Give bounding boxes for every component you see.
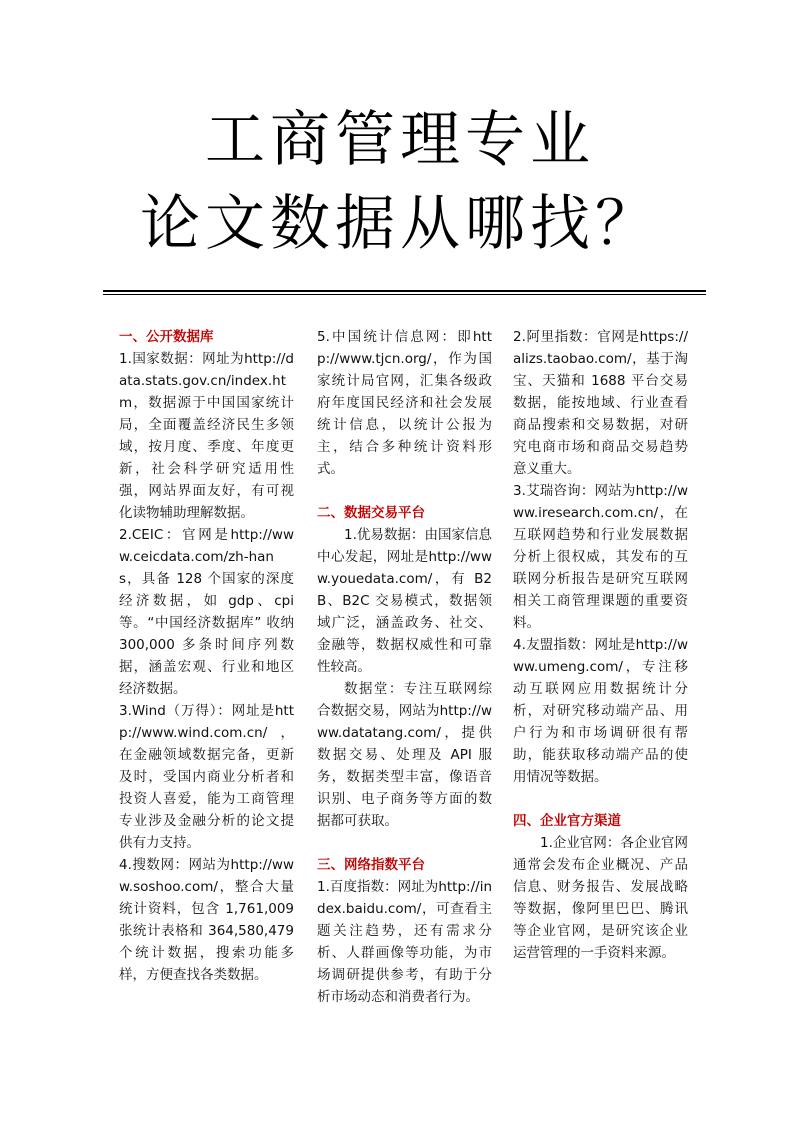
page-title-line-2: 论文数据从哪找？ xyxy=(140,189,660,259)
paragraph-company-website: 1.企业官网：各企业官网通常会发布企业概况、产品信息、财务报告、发展战略等数据，像阿里巴巴、腾讯等企业官网，是研究该企业运营管理的一手资料来源。 xyxy=(513,835,688,961)
column-1 xyxy=(119,326,294,986)
section-heading-public-databases: 一、公开数据库 xyxy=(119,329,214,345)
paragraph-youedata: 1.优易数据：由国家信息中心发起，网址是http://www.youedata.com/，有 B2B、B2C 交易模式，数据领域广泛，涵盖政务、社交、金融等，数据权威性和可靠性较高。 xyxy=(317,527,492,675)
paragraph-baidu-index: 1.百度指数：网址为http://index.baidu.com/，可查看主题关注趋势，还有需求分析、人群画像等功能，为市场调研提供参考，有助于分析市场动态和消费者行为。 xyxy=(317,879,492,1005)
title-divider-thick xyxy=(103,290,706,292)
paragraph-iresearch: 3.艾瑞咨询：网站为http://www.iresearch.com.cn/，在互联网趋势和行业发展数据分析上很权威，其发布的互联网分析报告是研究互联网相关工商管理课题的重要资料。 xyxy=(513,483,688,631)
paragraph-national-data: 1.国家数据：网址为http://data.stats.gov.cn/index.htm，数据源于中国国家统计局，全面覆盖经济民生多领域，按月度、季度、年度更新，社会科学研究适用性强，网站界面友好，有可视化读物辅助理解数据。 xyxy=(119,351,294,521)
title-divider-thin xyxy=(103,294,706,295)
section-heading-data-trading: 二、数据交易平台 xyxy=(317,505,425,521)
paragraph-tjcn: 5.中国统计信息网：即http://www.tjcn.org/，作为国家统计局官网，汇集各级政府年度国民经济和社会发展统计信息，以统计公报为主，结合多种统计资料形式。 xyxy=(317,329,492,477)
page-title-line-1: 工商管理专业 xyxy=(205,105,595,175)
paragraph-wind: 3.Wind（万得）：网址是http://www.wind.com.cn/，在金融领域数据完备，更新及时，受国内商业分析者和投资人喜爱，能为工商管理专业涉及金融分析的论文提供有力支持。 xyxy=(119,703,294,851)
column-2 xyxy=(317,326,492,1008)
paragraph-ali-index: 2.阿里指数：官网是https://alizs.taobao.com/，基于淘宝、天猫和 1688 平台交易数据，能按地域、行业查看商品搜索和交易数据，对研究电商市场和商品交易趋势意义重大。 xyxy=(513,329,688,477)
paragraph-datatang: 数据堂：专注互联网综合数据交易，网站为http://www.datatang.com/，提供数据交易、处理及 API 服务，数据类型丰富，像语音识别、电子商务等方面的数据都可获取。 xyxy=(317,681,492,829)
section-heading-official-channels: 四、企业官方渠道 xyxy=(513,813,621,829)
column-3 xyxy=(513,326,688,964)
paragraph-umeng: 4.友盟指数：网址是http://www.umeng.com/，专注移动互联网应用数据统计分析，对研究移动端产品、用户行为和市场调研很有帮助，能获取移动端产品的使用情况等数据。 xyxy=(513,637,688,785)
section-heading-web-index: 三、网络指数平台 xyxy=(317,857,425,873)
paragraph-soshoo: 4.搜数网：网站为http://www.soshoo.com/，整合大量统计资料，包含 1,761,009 张统计表格和 364,580,479 个统计数据，搜索功能多样，方便查找各类数据。 xyxy=(119,857,294,983)
paragraph-ceic: 2.CEIC：官网是http://www.ceicdata.com/zh-hans，具备 128 个国家的深度经济数据，如 gdp、cpi 等。“中国经济数据库” 收纳 300,000 多条时间序列数据，涵盖宏观、行业和地区经济数据。 xyxy=(119,527,294,697)
